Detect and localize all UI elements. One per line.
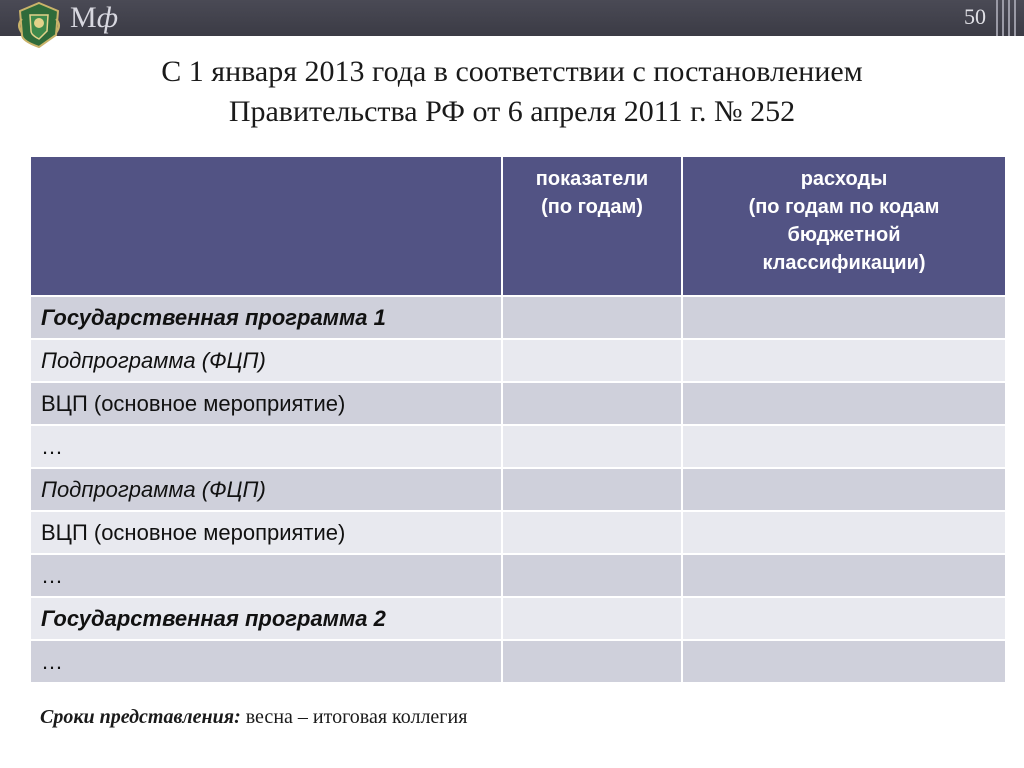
row-label: … <box>30 425 502 468</box>
decorative-stripes <box>992 0 1024 36</box>
expenses-cell <box>682 597 1006 640</box>
expenses-cell <box>682 296 1006 339</box>
brand-prefix: М <box>70 1 97 34</box>
header-cell-indicators <box>502 156 682 296</box>
row-label: ВЦП (основное мероприятие) <box>30 511 502 554</box>
indicators-cell <box>502 554 682 597</box>
expenses-cell <box>682 554 1006 597</box>
table-row <box>30 339 1006 382</box>
table-row <box>30 554 1006 597</box>
deadline-note <box>40 706 467 729</box>
row-label: Подпрограмма (ФЦП) <box>30 339 502 382</box>
table-row <box>30 511 1006 554</box>
deadline-label: Сроки представления: <box>40 706 241 728</box>
table-header-row <box>30 156 1006 296</box>
indicators-cell <box>502 382 682 425</box>
indicators-cell <box>502 339 682 382</box>
slide-title <box>40 52 984 132</box>
row-label: … <box>30 554 502 597</box>
top-bar <box>0 0 1024 36</box>
expenses-sublabel-2: бюджетной <box>787 224 901 246</box>
expenses-cell <box>682 382 1006 425</box>
deadline-text: весна – итоговая коллегия <box>245 706 468 728</box>
table-row <box>30 382 1006 425</box>
indicators-cell <box>502 296 682 339</box>
indicators-cell <box>502 425 682 468</box>
indicators-cell <box>502 640 682 683</box>
expenses-cell <box>682 640 1006 683</box>
expenses-sublabel-3: классификации) <box>762 252 926 274</box>
indicators-sublabel: (по годам) <box>541 196 643 218</box>
expenses-sublabel-1: (по годам по кодам <box>748 196 940 218</box>
row-label: ВЦП (основное мероприятие) <box>30 382 502 425</box>
expenses-cell <box>682 339 1006 382</box>
program-table <box>29 155 1007 684</box>
header-cell-expenses <box>682 156 1006 296</box>
brand-suffix: ф <box>96 1 118 34</box>
table-row <box>30 597 1006 640</box>
brand-logotype <box>70 2 118 34</box>
expenses-cell <box>682 511 1006 554</box>
row-label: … <box>30 640 502 683</box>
title-line-2: Правительства РФ от 6 апреля 2011 г. № 252 <box>228 95 796 128</box>
emblem-icon <box>16 1 62 49</box>
indicators-cell <box>502 511 682 554</box>
table-row <box>30 425 1006 468</box>
expenses-cell <box>682 468 1006 511</box>
table-row <box>30 468 1006 511</box>
table-row <box>30 640 1006 683</box>
slide-number: 50 <box>964 4 986 29</box>
indicators-cell <box>502 597 682 640</box>
row-label: Государственная программа 1 <box>30 296 502 339</box>
expenses-cell <box>682 425 1006 468</box>
table-row <box>30 296 1006 339</box>
row-label: Государственная программа 2 <box>30 597 502 640</box>
row-label: Подпрограмма (ФЦП) <box>30 468 502 511</box>
title-line-1: С 1 января 2013 года в соответствии с постановлением <box>161 55 863 88</box>
expenses-label: расходы <box>800 168 888 190</box>
indicators-label: показатели <box>535 168 649 190</box>
indicators-cell <box>502 468 682 511</box>
header-cell-name <box>30 156 502 296</box>
